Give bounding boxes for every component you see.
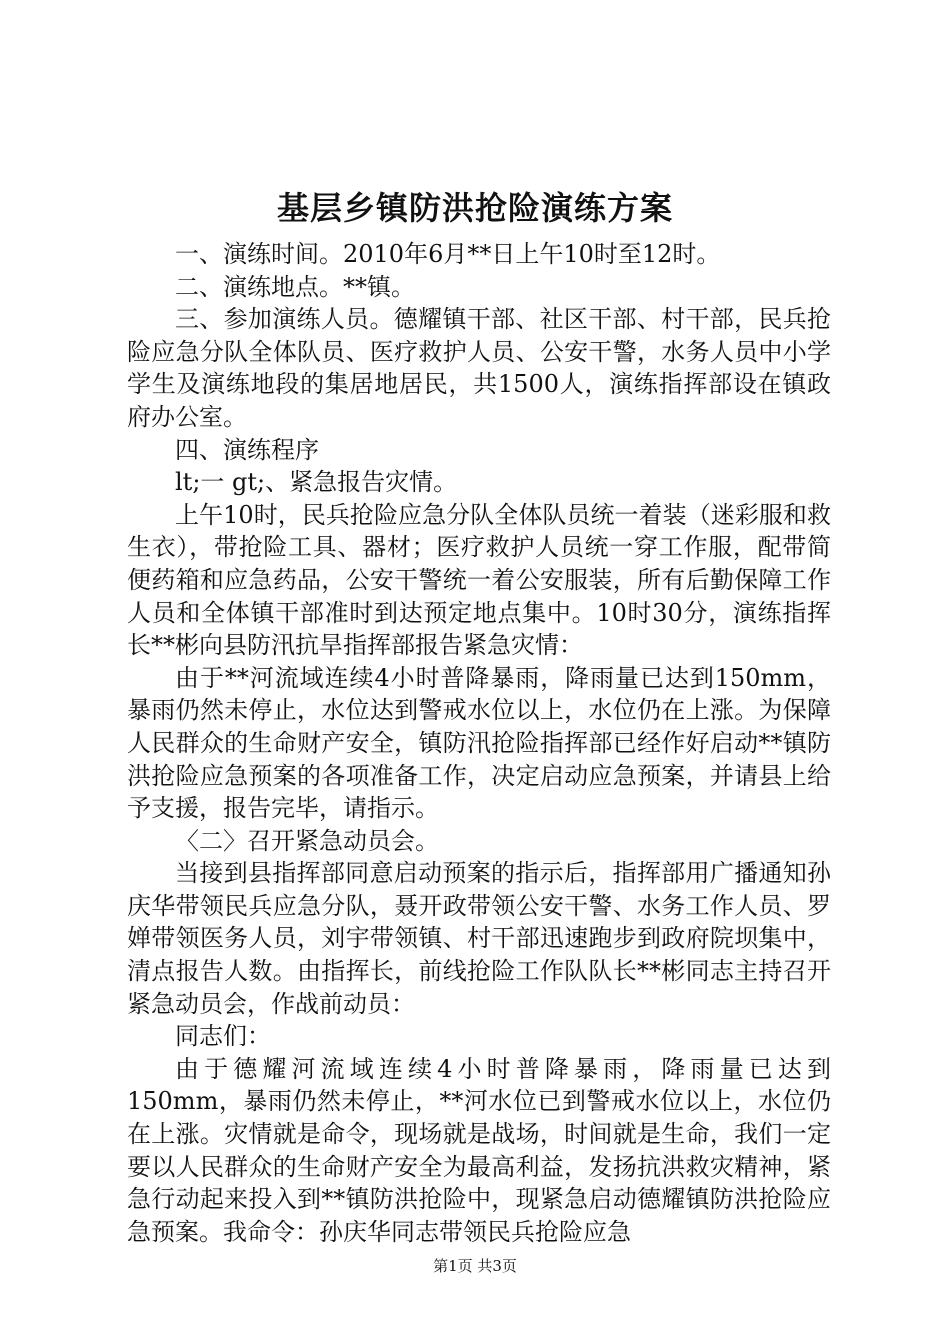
paragraph-emergency-report-heading: lt;一 gt;、紧急报告灾情。	[175, 468, 458, 497]
page-number: 第1页 共3页	[433, 1257, 517, 1275]
paragraph-participants: 三、参加演练人员。德耀镇干部、社区干部、村干部，民兵抢险应急分队全体队员、医疗救护人员、公安干警，水务人员中小学学生及演练地段的集居地居民，共1500人，演练指挥部设在镇政府办公室。	[127, 305, 831, 431]
paragraph-disaster-report: 由于**河流域连续4小时普降暴雨，降雨量已达到150mm，暴雨仍然未停止，水位达到警戒水位以上，水位仍在上涨。为保障人民群众的生命财产安全，镇防汛抢险指挥部已经作好启动**镇防洪抢险应急预案的各项准备工作，决定启动应急预案，并请县上给予支援，报告完毕，请指示。	[127, 663, 831, 823]
paragraph-drill-time: 一、演练时间。2010年6月**日上午10时至12时。	[175, 240, 721, 268]
paragraph-mobilization-heading: 〈二〉召开紧急动员会。	[175, 826, 439, 855]
paragraph-mobilization-notice: 当接到县指挥部同意启动预案的指示后，指挥部用广播通知孙庆华带领民兵应急分队，聂开政带领公安干警、水务工作人员、罗婵带领医务人员，刘宇带领镇、村干部迅速跑步到政府院坝集中，清点报告人数。由指挥长，前线抢险工作队队长**彬同志主持召开紧急动员会，作战前动员：	[127, 859, 831, 1018]
document-body	[127, 238, 831, 1248]
paragraph-salutation: 同志们：	[175, 1022, 271, 1051]
document-title: 基层乡镇防洪抢险演练方案	[276, 189, 673, 227]
paragraph-drill-location: 二、演练地点。**镇。	[175, 272, 415, 301]
paragraph-command-speech: 由于德耀河流域连续4小时普降暴雨，降雨量已达到150mm，暴雨仍然未停止，**河水位已到警戒水位以上，水位仍在上涨。灾情就是命令，现场就是战场，时间就是生命，我们一定要以人民群众的生命财产安全为最高利益，发扬抗洪救灾精神，紧急行动起来投入到**镇防洪抢险中，现紧急启动德耀镇防洪抢险应急预案。我命令：孙庆华同志带领民兵抢险应急	[127, 1054, 831, 1246]
paragraph-assembly: 上午10时，民兵抢险应急分队全体队员统一着装（迷彩服和救生衣），带抢险工具、器材；医疗救护人员统一穿工作服，配带简便药箱和应急药品，公安干警统一着公安服装，所有后勤保障工作人员和全体镇干部准时到达预定地点集中。10时30分，演练指挥长**彬向县防汛抗旱指挥部报告紧急灾情：	[127, 500, 831, 660]
paragraph-procedure-heading: 四、演练程序	[175, 435, 319, 464]
